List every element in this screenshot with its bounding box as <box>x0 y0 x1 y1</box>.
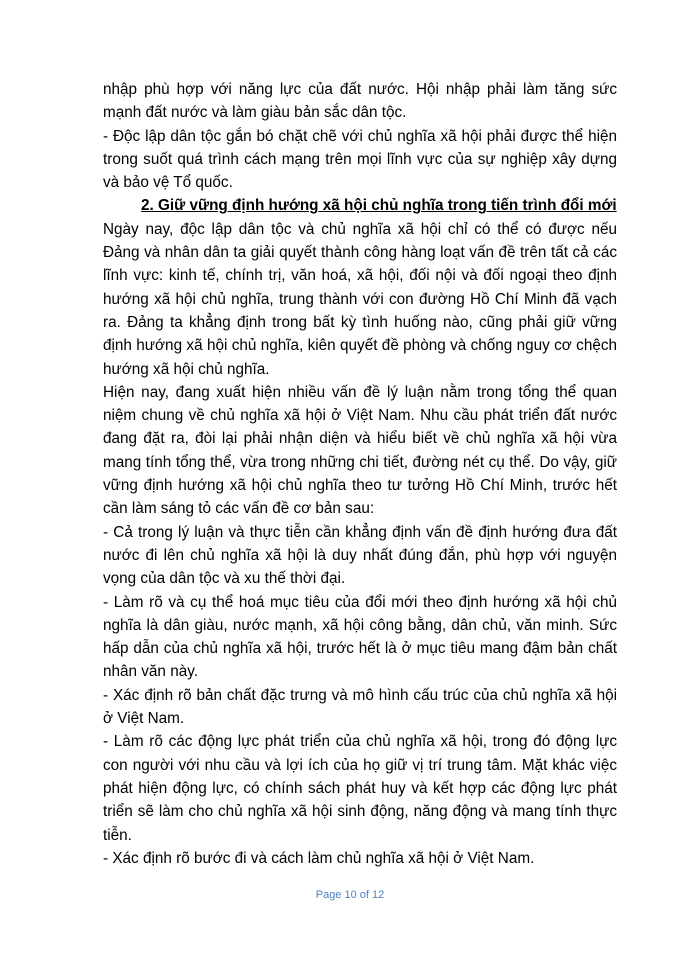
paragraph: - Độc lập dân tộc gắn bó chặt chẽ với chủ nghĩa xã hội phải được thể hiện trong suốt quá trình cách mạng trên mọi lĩnh vực của sự nghiệp xây dựng và bảo vệ Tổ quốc. <box>103 127 617 192</box>
paragraph: nhập phù hợp với năng lực của đất nước. Hội nhập phải làm tăng sức mạnh đất nước và làm giàu bản sắc dân tộc. <box>103 81 617 122</box>
bullet-item: - Làm rõ các động lực phát triển của chủ nghĩa xã hội, trong đó động lực con người với nhu cầu và lợi ích của họ giữ vị trí trung tâm. Mặt khác việc phát hiện động lực, có chính sách phát huy và kết hợp các động lực phát triển sẽ làm cho chủ nghĩa xã hội sinh động, năng động và mang tính thực tiễn. <box>103 733 617 844</box>
bullet-item: - Cả trong lý luận và thực tiễn cần khẳng định vấn đề định hướng đưa đất nước đi lên chủ nghĩa xã hội là duy nhất đúng đắn, phù hợp với nguyện vọng của dân tộc và xu thế thời đại. <box>103 523 617 588</box>
paragraph: Hiện nay, đang xuất hiện nhiều vấn đề lý luận nằm trong tổng thể quan niệm chung về chủ nghĩa xã hội ở Việt Nam. Nhu cầu phát triển đất nước đang đặt ra, đòi lại phải nhận diện và hiểu biết về chủ nghĩa xã hội vừa mang tính tổng thể, vừa trong những chi tiết, đường nét cụ thể. Do vậy, giữ vững định hướng xã hội chủ nghĩa theo tư tưởng Hồ Chí Minh, trước hết cần làm sáng tỏ các vấn đề cơ bản sau: <box>103 383 617 518</box>
bullet-item: - Xác định rõ bản chất đặc trưng và mô hình cấu trúc của chủ nghĩa xã hội ở Việt Nam. <box>103 686 617 728</box>
bullet-item: - Xác định rõ bước đi và cách làm chủ nghĩa xã hội ở Việt Nam. <box>103 849 535 867</box>
page-number-footer: Page 10 of 12 <box>315 889 385 901</box>
document-body <box>103 78 617 870</box>
paragraph: Ngày nay, độc lập dân tộc và chủ nghĩa xã hội chỉ có thể có được nếu Đảng và nhân dân ta giải quyết thành công hàng loạt vấn đề trên tất cả các lĩnh vực: kinh tế, chính trị, văn hoá, xã hội, đối nội và đối ngoại theo định hướng xã hội chủ nghĩa, trung thành với con đường Hồ Chí Minh đã vạch ra. Đảng ta khẳng định trong bất kỳ tình huống nào, cũng phải giữ vững định hướng xã hội chủ nghĩa, kiên quyết đề phòng và chống nguy cơ chệch hướng xã hội chủ nghĩa. <box>103 220 617 378</box>
section-heading: 2. Giữ vững định hướng xã hội chủ nghĩa trong tiến trình đổi mới <box>141 197 617 215</box>
bullet-item: - Làm rõ và cụ thể hoá mục tiêu của đổi mới theo định hướng xã hội chủ nghĩa là dân giàu, nước mạnh, xã hội công bằng, dân chủ, văn minh. Sức hấp dẫn của chủ nghĩa xã hội, trước hết là ở mục tiêu mang đậm bản chất nhân văn này. <box>103 593 617 681</box>
